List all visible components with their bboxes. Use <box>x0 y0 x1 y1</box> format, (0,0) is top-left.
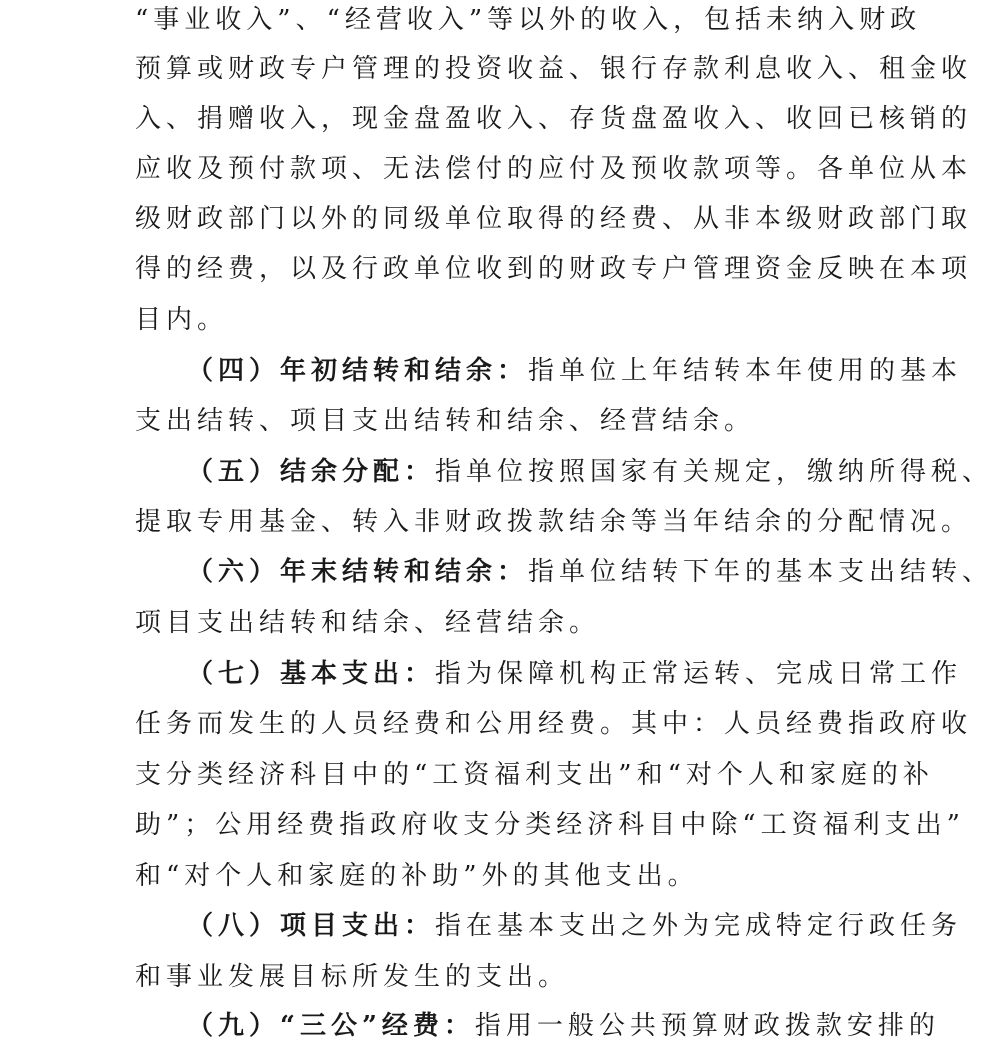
line-text: 目内。 <box>135 305 229 335</box>
line-text: 得的经费，以及行政单位收到的财政专户管理资金反映在本项 <box>135 254 973 284</box>
text-line-11 <box>135 502 973 542</box>
line-text: 指单位上年结转本年使用的基本 <box>528 356 963 386</box>
text-line-5 <box>135 199 973 239</box>
text-line-4 <box>135 149 973 189</box>
section-heading-9 <box>135 1006 940 1046</box>
text-line-6 <box>135 249 973 289</box>
section-heading-6 <box>135 552 994 592</box>
line-text: 指为保障机构正常运转、完成日常工作 <box>435 659 963 689</box>
section-heading-7 <box>135 654 963 694</box>
section-title: （八）项目支出： <box>187 911 436 941</box>
line-text: 级财政部门以外的同级单位取得的经费、从非本级财政部门取 <box>135 204 973 234</box>
section-title: （六）年末结转和结余： <box>187 557 529 587</box>
text-line-7 <box>135 300 895 340</box>
line-text: 项目支出结转和结余、经营结余。 <box>135 608 601 638</box>
text-line-13 <box>135 603 895 643</box>
text-line-18 <box>135 856 895 896</box>
line-text: 指单位按照国家有关规定，缴纳所得税、 <box>435 457 994 487</box>
section-heading-4 <box>135 351 963 391</box>
text-line-17 <box>135 805 965 845</box>
line-text: “事业收入”、“经营收入”等以外的收入，包括未纳入财政 <box>135 5 922 35</box>
line-text: 任务而发生的人员经费和公用经费。其中：人员经费指政府收 <box>135 709 973 739</box>
section-title: （五）结余分配： <box>187 457 436 487</box>
text-line-1 <box>135 0 922 40</box>
line-text: 和事业发展目标所发生的支出。 <box>135 962 570 992</box>
line-text: 指在基本支出之外为完成特定行政任务 <box>435 911 963 941</box>
line-text: 指用一般公共预算财政拨款安排的 <box>474 1011 940 1041</box>
section-title: （四）年初结转和结余： <box>187 356 529 386</box>
section-title: （九）“三公”经费： <box>187 1011 475 1041</box>
line-text: 应收及预付款项、无法偿付的应付及预收款项等。各单位从本 <box>135 154 973 184</box>
line-text: 入、捐赠收入，现金盘盈收入、存货盘盈收入、收回已核销的 <box>135 104 973 134</box>
section-heading-5 <box>135 452 994 492</box>
text-line-16 <box>135 755 934 795</box>
line-text: 和“对个人和家庭的补助”外的其他支出。 <box>135 861 699 891</box>
line-text: 支分类经济科目中的“工资福利支出”和“对个人和家庭的补 <box>135 760 934 790</box>
text-line-15 <box>135 704 973 744</box>
line-text: 指单位结转下年的基本支出结转、 <box>528 557 994 587</box>
text-line-3 <box>135 99 973 139</box>
line-text: 支出结转、项目支出结转和结余、经营结余。 <box>135 406 756 436</box>
line-text: 助”；公用经费指政府收支分类经济科目中除“工资福利支出” <box>135 810 965 840</box>
text-line-9 <box>135 401 895 441</box>
section-heading-8 <box>135 906 963 946</box>
section-title: （七）基本支出： <box>187 659 436 689</box>
text-line-20 <box>135 957 895 997</box>
text-line-2 <box>135 49 973 89</box>
line-text: 提取专用基金、转入非财政拨款结余等当年结余的分配情况。 <box>135 507 973 537</box>
line-text: 预算或财政专户管理的投资收益、银行存款利息收入、租金收 <box>135 54 973 84</box>
